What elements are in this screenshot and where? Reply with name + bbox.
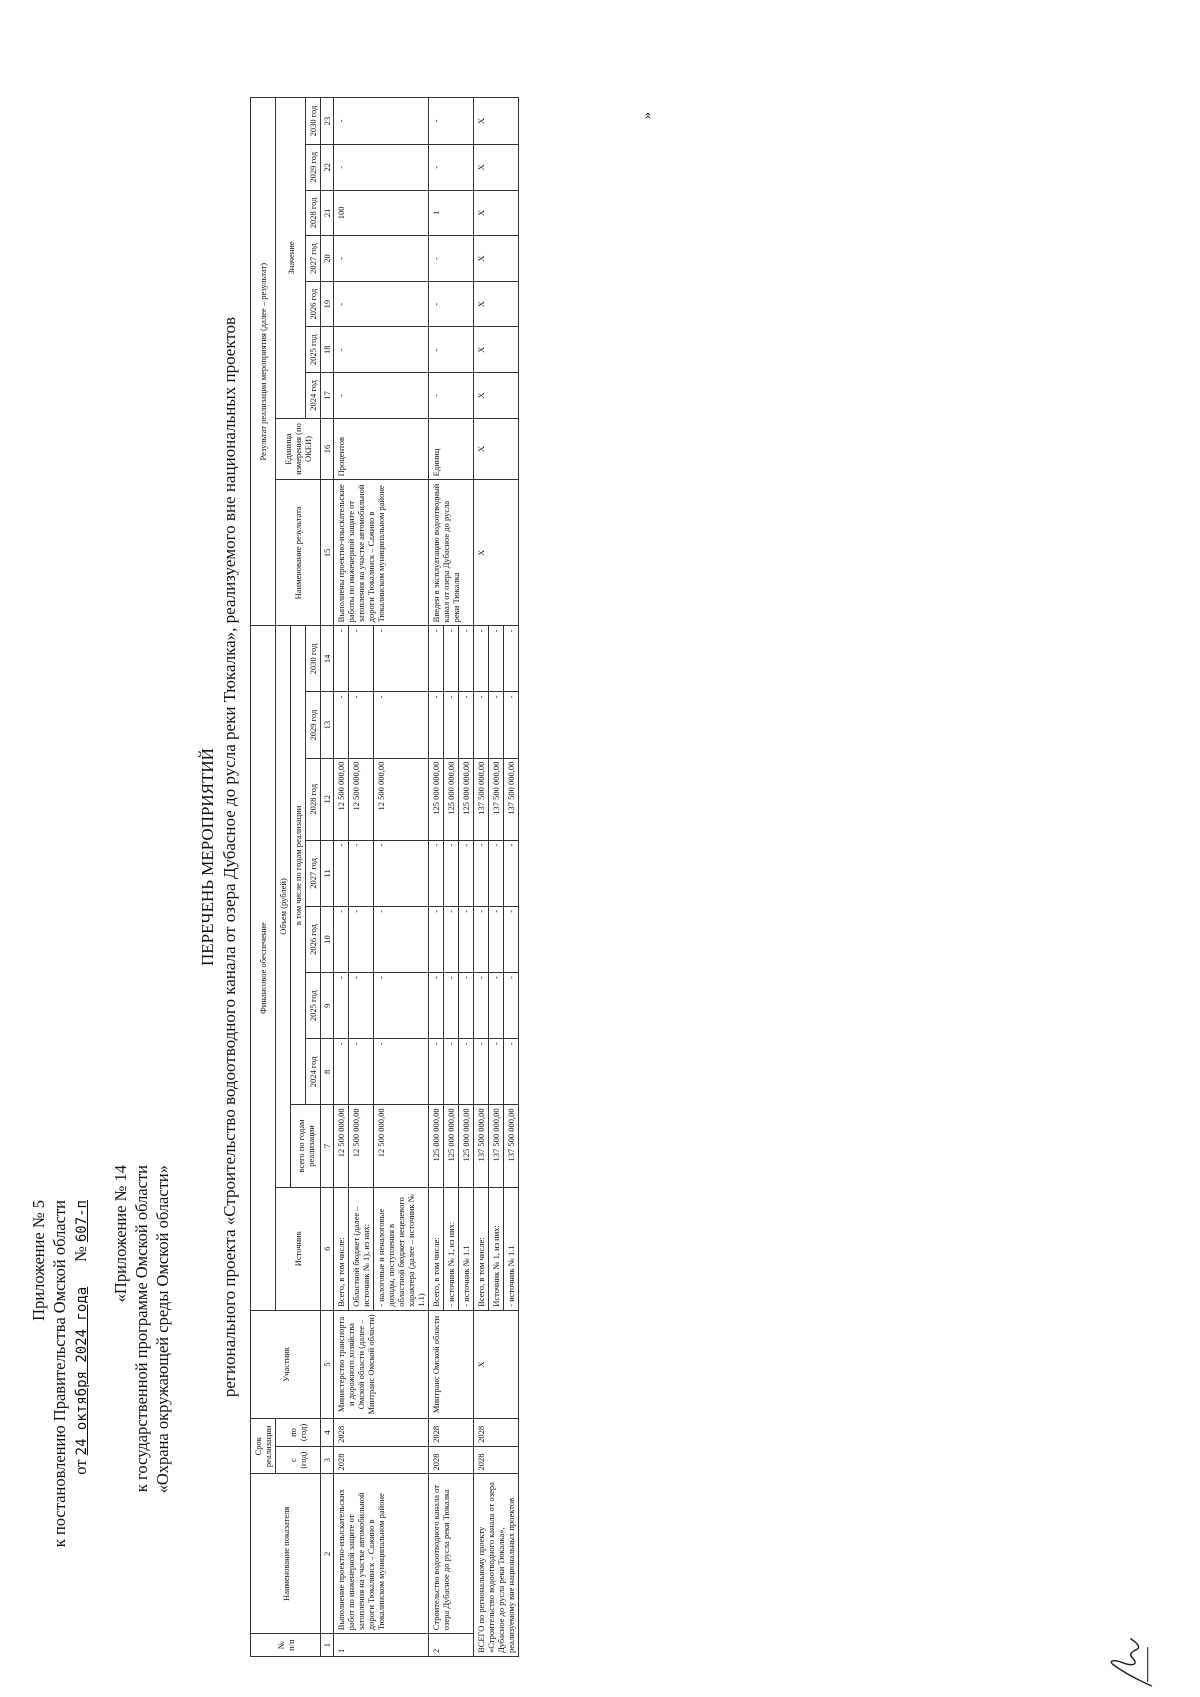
finance-year-value: 125 000 000,00 (429, 758, 444, 840)
finance-year-value: 125 000 000,00 (444, 758, 459, 840)
result-unit: X (474, 418, 519, 480)
result-value: - (334, 236, 429, 282)
finance-year-value: - (349, 1039, 374, 1105)
finance-year-value: - (459, 840, 474, 906)
resolution-date: 24 октября 2024 года (74, 1286, 90, 1456)
fin-year-header: 2026 год (306, 906, 321, 972)
result-value: - (429, 236, 474, 282)
finance-year-value: - (474, 906, 489, 972)
finance-year-value: - (504, 626, 519, 692)
col-index: 15 (321, 480, 334, 626)
result-value: X (474, 98, 519, 145)
finance-year-value: - (489, 906, 504, 972)
result-value: - (334, 373, 429, 419)
finance-year-value: - (334, 692, 349, 758)
col-index: 14 (321, 626, 334, 692)
finance-source: Всего, в том числе: (474, 1187, 489, 1310)
program-name: «Охрана окружающей среды Омской области» (153, 1165, 172, 1494)
finance-year-value: - (459, 906, 474, 972)
document-subtitle: регионального проекта «Строительство водоотводного канала от озера Дубасное до русла реки Тюкалка», реализуемого вне национальных проектов (220, 316, 239, 1398)
col-total-header: всего по годам реализации (291, 1105, 321, 1187)
table-row (429, 98, 444, 1657)
finance-source: - налоговые и неналоговые доходы, поступления в областной бюджет нецелевого характера (далее – источник № 1.1) (374, 1187, 429, 1310)
program-appendix: «Приложение № 14 (111, 1165, 130, 1303)
col-index: 23 (321, 98, 334, 145)
col-index: 10 (321, 906, 334, 972)
col-finance-header: Финансовое обеспечение (251, 626, 276, 1310)
col-index: 21 (321, 190, 334, 236)
finance-year-value: - (374, 973, 429, 1039)
finance-year-value: - (489, 973, 504, 1039)
result-value: 1 (429, 190, 474, 236)
finance-year-value: - (474, 973, 489, 1039)
finance-year-value: - (374, 692, 429, 758)
finance-year-value: - (429, 1039, 444, 1105)
result-value: 100 (334, 190, 429, 236)
col-index: 12 (321, 758, 334, 840)
finance-year-value: - (474, 692, 489, 758)
result-value: - (334, 98, 429, 145)
term-to: 2028 (474, 1419, 519, 1447)
finance-year-value: - (474, 1039, 489, 1105)
resolution-date-line: от 24 октября 2024 года № 607-п (71, 1200, 90, 1475)
finance-year-value: - (349, 626, 374, 692)
appendix-number: Приложение № 5 (29, 1200, 48, 1321)
finance-year-value: - (504, 1039, 519, 1105)
col-index: 16 (321, 418, 334, 480)
finance-year-value: - (444, 973, 459, 1039)
measures-table (250, 97, 519, 1657)
finance-year-value: 137 500 000,00 (489, 758, 504, 840)
finance-year-value: - (489, 1039, 504, 1105)
term-from: 2028 (334, 1446, 429, 1474)
result-value: - (429, 144, 474, 190)
col-participant-header: Участник (251, 1310, 321, 1418)
col-index: 19 (321, 281, 334, 327)
result-value: - (429, 327, 474, 373)
finance-total: 125 000 000,00 (459, 1105, 474, 1187)
finance-year-value: - (444, 692, 459, 758)
finance-total: 137 500 000,00 (474, 1105, 489, 1187)
finance-year-value: 137 500 000,00 (474, 758, 489, 840)
result-unit: Процентов (334, 418, 429, 480)
finance-total: 137 500 000,00 (504, 1105, 519, 1187)
finance-year-value: - (334, 626, 349, 692)
finance-total: 125 000 000,00 (429, 1105, 444, 1187)
term-to: 2028 (429, 1419, 474, 1447)
finance-year-value: - (504, 906, 519, 972)
col-index: 4 (321, 1419, 334, 1447)
participant: Министерство транспорта и дорожного хозяйства Омской области (далее – Минтранс Омской области) (334, 1310, 429, 1418)
finance-year-value: - (459, 692, 474, 758)
finance-source: Источник № 1, из них: (489, 1187, 504, 1310)
res-year-header: 2026 год (306, 281, 321, 327)
finance-year-value: - (459, 973, 474, 1039)
col-value-header: Значение (276, 98, 306, 419)
col-from-header: с (год) (276, 1446, 321, 1474)
col-index: 7 (321, 1105, 334, 1187)
col-incl-header: в том числе по годам реализации (291, 626, 306, 1105)
fin-year-header: 2025 год (306, 973, 321, 1039)
signature-icon (1100, 1632, 1165, 1697)
fin-year-header: 2024 год (306, 1039, 321, 1105)
total-label: ВСЕГО по региональному проекту «Строительство водоотводного канала от озера Дубасное до русла реки Тюкалка», реализуемому вне национальных проектов (474, 1474, 519, 1657)
measure-name: Строительство водоотводного канала от озера Дубасное до русла реки Тюкалка (429, 1474, 474, 1634)
finance-year-value: - (374, 906, 429, 972)
col-index: 2 (321, 1474, 334, 1634)
res-year-header: 2024 год (306, 373, 321, 419)
result-value: - (429, 281, 474, 327)
col-index: 11 (321, 840, 334, 906)
col-volume-header: Объем (рублей) (276, 626, 291, 1187)
res-year-header: 2025 год (306, 327, 321, 373)
col-index: 17 (321, 373, 334, 419)
finance-year-value: - (374, 626, 429, 692)
col-index: 22 (321, 144, 334, 190)
col-index: 18 (321, 327, 334, 373)
finance-year-value: - (429, 840, 444, 906)
program-ref: к государственной программе Омской области (132, 1165, 151, 1493)
result-value: X (474, 373, 519, 419)
col-index: 9 (321, 973, 334, 1039)
finance-year-value: - (504, 973, 519, 1039)
col-index: 1 (321, 1634, 334, 1657)
col-name-header: Наименование показателя (251, 1474, 321, 1634)
finance-source: Всего, в том числе: (334, 1187, 349, 1310)
finance-total: 12 500 000,00 (374, 1105, 429, 1187)
col-index: 20 (321, 236, 334, 282)
finance-year-value: - (429, 626, 444, 692)
result-unit: Единиц (429, 418, 474, 480)
result-value: - (334, 327, 429, 373)
finance-year-value: - (489, 840, 504, 906)
result-name: Выполнены проектно-изыскательские работы по инженерной защите от затопления на участке автомобильной дороги Тюкалинск – Сажино в Тюкалинском муниципальном районе (334, 480, 429, 626)
participant: Минтранс Омской области (429, 1310, 474, 1418)
finance-source: Всего, в том числе: (429, 1187, 444, 1310)
finance-year-value: 12 500 000,00 (374, 758, 429, 840)
result-value: X (474, 190, 519, 236)
finance-year-value: - (429, 973, 444, 1039)
finance-year-value: - (489, 692, 504, 758)
finance-total: 137 500 000,00 (489, 1105, 504, 1187)
finance-year-value: 12 500 000,00 (334, 758, 349, 840)
finance-source: - источник № 1.1 (504, 1187, 519, 1310)
finance-year-value: - (459, 1039, 474, 1105)
closing-quote: » (640, 112, 655, 119)
document-header (28, 1200, 93, 1620)
participant: X (474, 1310, 519, 1418)
col-term-header: Срок реализации (251, 1419, 276, 1474)
finance-year-value: 137 500 000,00 (504, 758, 519, 840)
finance-year-value: - (374, 840, 429, 906)
res-year-header: 2030 год (306, 98, 321, 145)
finance-year-value: - (334, 973, 349, 1039)
col-no-header: № п/п (251, 1634, 321, 1657)
result-value: X (474, 236, 519, 282)
fin-year-header: 2027 год (306, 840, 321, 906)
finance-year-value: - (334, 906, 349, 972)
finance-year-value: - (444, 906, 459, 972)
col-to-header: по (год) (276, 1419, 321, 1447)
fin-year-header: 2029 год (306, 692, 321, 758)
table-row (334, 98, 349, 1657)
finance-year-value: - (444, 1039, 459, 1105)
finance-total: 125 000 000,00 (444, 1105, 459, 1187)
col-index: 3 (321, 1446, 334, 1474)
result-value: - (334, 281, 429, 327)
finance-year-value: - (334, 1039, 349, 1105)
finance-year-value: - (349, 973, 374, 1039)
program-header (110, 1165, 173, 1635)
result-value: - (429, 98, 474, 145)
table-row (474, 98, 489, 1657)
finance-year-value: - (349, 840, 374, 906)
finance-year-value: - (374, 1039, 429, 1105)
col-source-header: Источник (276, 1187, 321, 1310)
resolution-number: 607-п (74, 1200, 90, 1243)
finance-year-value: - (444, 626, 459, 692)
finance-year-value: - (349, 906, 374, 972)
column-index-row (321, 98, 334, 1657)
measure-name: Выполнение проектно-изыскательских работ по инженерной защите от затопления на участке автомобильной дороги Тюкалинск – Сажино в Тюкалинском муниципальном районе (334, 1474, 429, 1634)
finance-source: - источник № 1, из них: (444, 1187, 459, 1310)
res-year-header: 2027 год (306, 236, 321, 282)
document-title: ПЕРЕЧЕНЬ МЕРОПРИЯТИЙ (198, 748, 217, 966)
finance-source: - источник № 1.1 (459, 1187, 474, 1310)
col-result-name-header: Наименование результата (276, 480, 321, 626)
col-result-header: Результат реализации мероприятия (далее – результат) (251, 98, 276, 626)
finance-year-value: - (504, 840, 519, 906)
fin-year-header: 2030 год (306, 626, 321, 692)
finance-year-value: - (444, 840, 459, 906)
finance-year-value: - (489, 626, 504, 692)
fin-year-header: 2028 год (306, 758, 321, 840)
finance-year-value: 125 000 000,00 (459, 758, 474, 840)
col-index: 6 (321, 1187, 334, 1310)
finance-source: Областной бюджет (далее – источник № 1), из них: (349, 1187, 374, 1310)
row-number: 2 (429, 1634, 474, 1657)
res-year-header: 2029 год (306, 144, 321, 190)
finance-year-value: - (459, 626, 474, 692)
signature (1100, 1632, 1165, 1697)
resolution-ref: к постановлению Правительства Омской области (50, 1200, 69, 1548)
result-value: X (474, 281, 519, 327)
finance-year-value: - (429, 906, 444, 972)
finance-year-value: - (504, 692, 519, 758)
result-value: X (474, 144, 519, 190)
result-value: - (334, 144, 429, 190)
col-unit-header: Единица измерения (по ОКЕИ) (276, 418, 321, 480)
term-from: 2028 (429, 1446, 474, 1474)
finance-total: 12 500 000,00 (349, 1105, 374, 1187)
finance-year-value: - (474, 840, 489, 906)
term-from: 2028 (474, 1446, 519, 1474)
finance-year-value: - (429, 692, 444, 758)
finance-year-value: - (334, 840, 349, 906)
result-value: X (474, 327, 519, 373)
finance-total: 12 500 000,00 (334, 1105, 349, 1187)
finance-year-value: 12 500 000,00 (349, 758, 374, 840)
col-index: 13 (321, 692, 334, 758)
result-value: - (429, 373, 474, 419)
row-number: 1 (334, 1634, 429, 1657)
res-year-header: 2028 год (306, 190, 321, 236)
col-index: 5 (321, 1310, 334, 1418)
result-name: Введен в эксплуатацию водоотводный канал от озера Дубасное до русла реки Тюкалка (429, 480, 474, 626)
finance-year-value: - (349, 692, 374, 758)
col-index: 8 (321, 1039, 334, 1105)
term-to: 2028 (334, 1419, 429, 1447)
result-name: X (474, 480, 519, 626)
finance-year-value: - (474, 626, 489, 692)
